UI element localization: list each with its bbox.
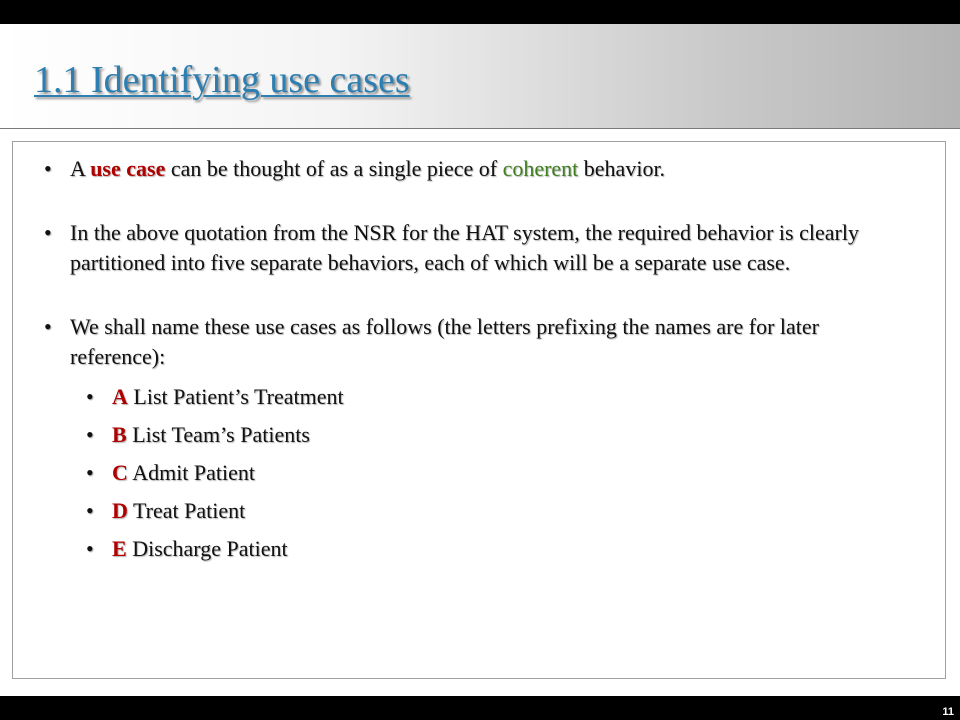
- text-run: A: [70, 156, 91, 181]
- use-case-letter: C: [112, 460, 128, 485]
- bullet-nsr-quotation: [44, 218, 916, 278]
- bullet-naming-use-cases: [44, 312, 916, 564]
- use-case-letter: D: [112, 498, 128, 523]
- use-case-item-b: [86, 420, 916, 450]
- use-case-item-e: [86, 534, 916, 564]
- use-case-list: [86, 382, 916, 564]
- use-case-item-c: [86, 458, 916, 488]
- use-case-letter: E: [112, 536, 127, 561]
- sub-bullet-icon: •: [86, 384, 94, 409]
- sub-bullet-icon: •: [86, 460, 94, 485]
- use-case-label: Treat Patient: [133, 498, 246, 523]
- bullet-text: We shall name these use cases as follows (the letters prefixing the names are for later reference):: [70, 314, 819, 369]
- use-case-label: List Patient’s Treatment: [133, 384, 344, 409]
- bullet-icon: •: [44, 314, 52, 339]
- sub-bullet-icon: •: [86, 536, 94, 561]
- term-use-case: use case: [90, 156, 166, 181]
- page-number: 11: [942, 706, 954, 718]
- bullet-icon: •: [44, 220, 52, 245]
- bullet-icon: •: [44, 156, 52, 181]
- sub-bullet-icon: •: [86, 498, 94, 523]
- use-case-item-d: [86, 496, 916, 526]
- bullet-use-case-definition: [44, 154, 916, 184]
- use-case-label: List Team’s Patients: [132, 422, 310, 447]
- slide-title: 1.1 Identifying use cases: [34, 59, 410, 101]
- bottom-bar: [0, 696, 960, 720]
- term-coherent: coherent: [502, 156, 579, 181]
- sub-bullet-icon: •: [86, 422, 94, 447]
- text-run: can be thought of as a single piece of: [165, 156, 503, 181]
- top-bar: [0, 0, 960, 24]
- title-divider: [0, 128, 960, 129]
- bullet-list: [44, 154, 916, 572]
- bullet-text: In the above quotation from the NSR for the HAT system, the required behavior is clearly partitioned into five separate behaviors, each of which will be a separate use case.: [70, 220, 859, 275]
- use-case-letter: A: [112, 384, 128, 409]
- text-run: behavior.: [578, 156, 666, 181]
- use-case-label: Admit Patient: [132, 460, 256, 485]
- use-case-label: Discharge Patient: [132, 536, 288, 561]
- use-case-item-a: [86, 382, 916, 412]
- use-case-letter: B: [112, 422, 127, 447]
